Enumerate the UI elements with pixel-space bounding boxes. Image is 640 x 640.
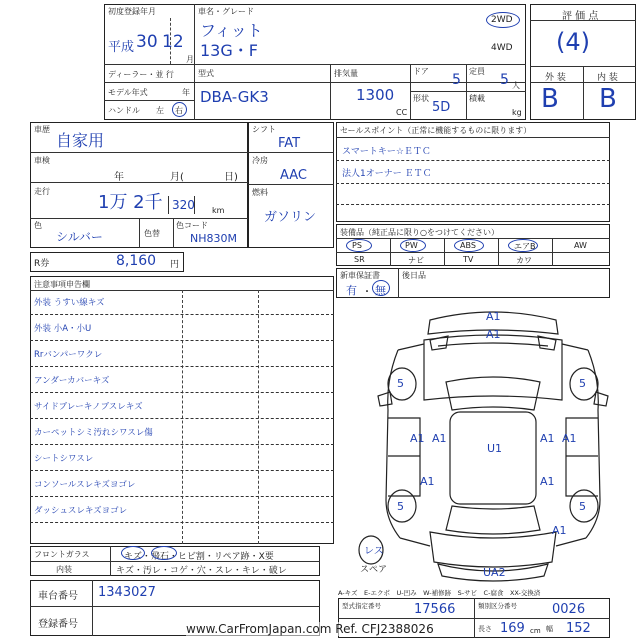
damage-left-rear-door: A1 (420, 475, 435, 488)
notes-line: ダッシュスレキズヨゴレ (34, 506, 128, 516)
recycle-value: 8,160 (116, 253, 157, 269)
reg-month: 12 (162, 32, 184, 52)
width-value: 152 (566, 621, 591, 636)
spare-mark: レス (364, 546, 384, 557)
handle-left: 左 (156, 106, 164, 115)
length-value: 169 (500, 621, 525, 636)
eq-sr: SR (354, 255, 365, 264)
length-label: 長さ (478, 625, 492, 633)
dealer-label: ディーラー・並 行 (108, 70, 174, 79)
first-reg-label: 初度登録年月 (108, 7, 156, 16)
registration-label: 登録番号 (38, 619, 78, 630)
eq-navi: ナビ (408, 256, 424, 265)
inspection-day: 日) (224, 172, 238, 183)
interior-grade: B (599, 84, 617, 114)
notes-line: 外装 小A・小U (34, 324, 92, 334)
recycle-unit: 円 (170, 260, 180, 270)
windshield-kizu-circle (121, 546, 145, 560)
rating-title: 評 価 点 (562, 11, 599, 22)
car-grade: 13G・F (200, 41, 258, 60)
notes-line: 外装 うすい線キズ (34, 298, 105, 308)
equipment-label: 装備品（純正品に限り○をつけてください） (340, 228, 499, 237)
watermark: www.CarFromJapan.com Ref. CFJ2388026 (186, 622, 434, 636)
notes-line: サイドブレーキノブスレキズ (34, 402, 143, 412)
warranty-yes: 有 (346, 284, 357, 297)
ac-value: AAC (280, 168, 307, 183)
exterior-label: 外 装 (545, 73, 566, 83)
notes-rule (30, 470, 334, 471)
inspection-label: 車検 (34, 156, 50, 165)
shape-value: 5D (432, 100, 451, 115)
exterior-grade: B (541, 84, 559, 114)
notes-label: 注意事項申告欄 (34, 280, 90, 289)
eq-airbag: エアB (514, 242, 536, 251)
length-unit: cm (530, 627, 541, 635)
damage-left-door-b: A1 (432, 432, 447, 445)
damage-front-bottom: A1 (486, 328, 501, 341)
reg-year: 30 (136, 32, 158, 52)
notes-rule (30, 522, 334, 523)
shift-label: シフト (252, 125, 276, 134)
damage-left-rear-tire: 5 (397, 500, 404, 513)
sales-point-line: 法人1オーナー ＥＴＣ (342, 169, 432, 179)
header-box (104, 4, 526, 120)
shape-label: 形状 (413, 94, 429, 103)
notes-rule (30, 340, 334, 341)
notes-line: Rrバンパーワクレ (34, 350, 103, 360)
type-label: 型式 (198, 69, 214, 78)
damage-right-rear-door: A1 (540, 475, 555, 488)
damage-rear: UA2 (483, 566, 506, 579)
eq-pw: PW (405, 241, 418, 250)
recycle-label: R券 (34, 259, 50, 269)
eq-abs: ABS (460, 241, 476, 250)
rating-score: (4) (556, 28, 590, 56)
fuel-label: 燃料 (252, 188, 268, 197)
ac-label: 冷房 (252, 156, 268, 165)
shift-value: FAT (278, 136, 301, 151)
interior-row-label: 内装 (56, 565, 72, 574)
color-code-value: NH830M (190, 232, 237, 245)
displacement-label: 排気量 (334, 69, 358, 78)
damage-right-door-a: A1 (540, 432, 555, 445)
color-value: シルバー (56, 230, 103, 244)
notes-line: コンソールスレキズヨゴレ (34, 480, 136, 490)
displacement-value: 1300 (356, 86, 395, 104)
handle-label: ハンドル (108, 106, 140, 115)
class-number-label: 類別区分番号 (478, 602, 517, 610)
interior-label: 内 装 (597, 73, 618, 83)
era: 平成 (108, 40, 135, 55)
damage-legend: A-キズ E-エクボ U-凹み W-補修跡 S-サビ C-腐食 XX-交換済 (338, 589, 541, 597)
notes-rule (30, 418, 334, 419)
recycle-box (30, 252, 184, 272)
door-label: ドア (413, 67, 429, 76)
eq-tv: TV (463, 255, 474, 264)
inspection-month: 月( (170, 172, 184, 183)
cc-unit: CC (396, 108, 408, 117)
damage-roof: U1 (487, 442, 503, 455)
damage-front-top: A1 (486, 310, 501, 323)
windshield-tobi-circle (151, 546, 177, 560)
usage-value: 自家用 (56, 131, 105, 150)
notes-line: アンダーカバーキズ (34, 376, 110, 386)
door-value: 5 (452, 72, 461, 88)
interior-row-options: キズ・汚レ・コゲ・穴・スレ・キレ・破レ (116, 566, 287, 576)
load-label: 積載 (469, 94, 485, 103)
damage-right-door-b: A1 (562, 432, 577, 445)
width-label: 幅 (546, 625, 553, 633)
damage-rear-quarter: A1 (552, 524, 567, 537)
damage-right-rear-tire: 5 (579, 500, 586, 513)
sales-points-label: セールスポイント（正常に機能するものに限ります） (340, 126, 532, 135)
usage-label: 車歴 (34, 125, 50, 134)
eq-ps: PS (352, 241, 362, 250)
car-number-value: 1343027 (98, 585, 156, 600)
model-year-unit: 年 (182, 88, 190, 97)
type-value: DBA-GK3 (200, 88, 269, 106)
inspection-year: 年 (114, 172, 124, 183)
type-number-value: 17566 (414, 602, 456, 617)
fuel-value: ガソリン (264, 210, 317, 225)
damage-left-front-tire: 5 (397, 377, 404, 390)
drive-2wd: 2WD (491, 15, 513, 25)
aftermarket-label: 後日品 (402, 271, 426, 280)
eq-aw: AW (574, 241, 587, 250)
type-number-label: 型式指定番号 (342, 602, 381, 610)
capacity-value: 5 (500, 72, 509, 88)
class-number-value: 0026 (552, 602, 586, 617)
windshield-label: フロントガラス (34, 550, 90, 559)
car-name: フィット (200, 21, 263, 40)
handle-right: 右 (175, 106, 183, 115)
eq-leather: カワ (516, 256, 532, 265)
notes-rule (30, 366, 334, 367)
model-year-label: モデル年式 (108, 88, 148, 97)
warranty-dot: ・ (362, 287, 372, 298)
notes-rule (30, 392, 334, 393)
color-code-label: 色コード (176, 221, 208, 230)
month-unit: 月 (186, 55, 194, 64)
capacity-unit: 人 (512, 81, 520, 90)
notes-rule (30, 314, 334, 315)
warranty-no: 無 (375, 284, 386, 297)
color-change-label: 色替 (144, 229, 160, 238)
mileage-label: 走行 (34, 187, 50, 196)
notes-rule (30, 496, 334, 497)
mileage-value: 1万 2千 (98, 192, 163, 213)
damage-left-door-a: A1 (410, 432, 425, 445)
capacity-label: 定員 (469, 67, 485, 76)
notes-rule (30, 444, 334, 445)
notes-line: シートシワスレ (34, 454, 94, 464)
mileage-tail: 320 (172, 198, 195, 212)
warranty-label: 新車保証書 (340, 271, 380, 280)
notes-line: カーペットシミ汚れシワスレ傷 (34, 428, 153, 438)
km-unit: km (212, 206, 225, 215)
windshield-options: キズ・飛石・ヒビ割・リペア跡・X要 (124, 552, 274, 562)
kg-unit: kg (512, 108, 522, 117)
drive-4wd: 4WD (491, 43, 513, 53)
color-label: 色 (34, 221, 42, 230)
sales-point-line: スマートキー☆ＥＴＣ (342, 147, 431, 157)
spare-label: スペア (360, 565, 388, 575)
damage-right-front-tire: 5 (579, 377, 586, 390)
name-grade-label: 車名・グレード (198, 7, 254, 16)
car-number-label: 車台番号 (38, 591, 78, 602)
